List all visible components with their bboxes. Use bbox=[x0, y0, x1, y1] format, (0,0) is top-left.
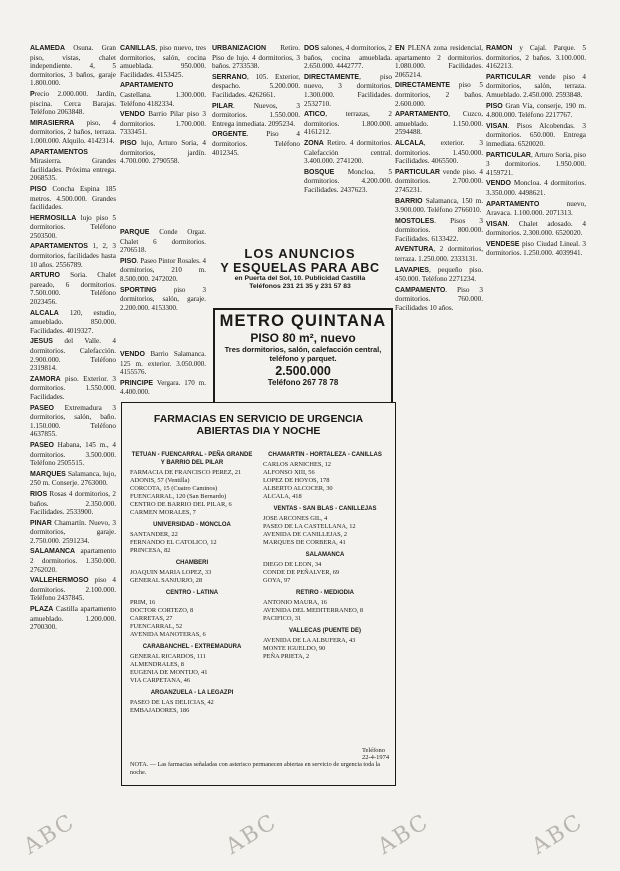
ad-keyword: ARTURO bbox=[30, 272, 60, 280]
classified-ad: APARTAMENTO, Cuzco, amueblado. 1.150.000. 2594488. bbox=[395, 110, 483, 137]
classified-ad: CAMPAMENTO. Piso 3 dormitorios. 760.000. Facilidades 10 años. bbox=[395, 285, 483, 313]
classified-ad: PLAZA Castilla apartamento amueblado. 1.200.000. 2700300. bbox=[30, 605, 116, 632]
ad-keyword: ALCALA bbox=[395, 139, 424, 147]
farmacia-entry: FUENCARRAL, 120 (San Bernardo) bbox=[130, 493, 227, 500]
ad-keyword: ZAMORA bbox=[30, 375, 61, 383]
farmacias-district: VENTAS - SAN BLAS - CANILLEJAS bbox=[273, 506, 377, 512]
ad-keyword: SERRANO bbox=[212, 73, 248, 81]
classified-ad: VISAN. Chalet adosado. 4 dormitorios. 2.300.000. 6520020. bbox=[486, 219, 586, 238]
classified-ad: PISO Gran Vía, conserje, 190 m. 4.800.000. Teléfono 2217767. bbox=[486, 101, 586, 120]
classified-ad: JESUS del Valle. 4 dormitorios. Calefacción. 2.900.000. Teléfono 2319814. bbox=[30, 337, 116, 373]
classified-ad: PARTICULAR vende piso 4 dormitorios, salón, terraza. Amueblado. 2.450.000. 2593848. bbox=[486, 72, 586, 99]
farmacia-entry: ALBERTO ALCOCER, 30 bbox=[263, 485, 333, 492]
farmacia-entry: CARRETAS, 27 bbox=[130, 615, 173, 622]
classified-ad: PARTICULAR vende piso. 4 dormitorios. 2.700.000. 2745231. bbox=[395, 167, 483, 194]
farmacias-note: NOTA. — Las farmacias señaladas con asterisco permanecen abiertas en servicio de urgencia toda la noche. bbox=[130, 761, 381, 776]
ad-keyword: RIOS bbox=[30, 490, 48, 498]
farmacia-entry: AVENIDA DE LA ALBUFERA, 43 bbox=[263, 637, 356, 644]
classified-ad: APARTAMENTO Castellana. 1.300.000. Teléfono 4182334. bbox=[120, 82, 206, 108]
metro-description: Tres dormitorios, salón, calefacción central, teléfono y parquet. bbox=[224, 345, 382, 363]
farmacia-entry: AVENIDA DEL MEDITERRANEO, 8 bbox=[263, 607, 364, 614]
classified-ad: VENDO Barrio Salamanca. 125 m. exterior. 3.050.000. 4155576. bbox=[120, 350, 206, 377]
classified-ad: VENDO Barrio Pilar piso 3 dormitorios. 1.700.000. 7333451. bbox=[120, 110, 206, 137]
farmacia-entry: EUGENIA DE MONTIJO, 41 bbox=[130, 669, 208, 676]
metro-phone: Teléfono 267 78 78 bbox=[267, 378, 339, 387]
farmacia-entry: ALFONSO XIII, 56 bbox=[263, 469, 315, 476]
classified-ad: PISO Concha Espina 185 metros. 4.500.000. Grandes facilidades. bbox=[30, 184, 116, 212]
ad-keyword: ALCALA bbox=[30, 309, 59, 317]
classified-ad: MARQUES Salamanca, lujo, 250 m. Conserje. 2763000. bbox=[30, 469, 116, 488]
ad-keyword: VENDO bbox=[486, 180, 511, 188]
classified-ad: URBANIZACION Retiro. Piso de lujo. 4 dormitorios, 3 baños. 2733538. bbox=[212, 44, 300, 71]
farmacia-entry: SANTANDER, 22 bbox=[130, 531, 178, 538]
classified-ad: DOS salones, 4 dormitorios, 2 baños, cocina amueblada. 2.650.000. 4442777. bbox=[304, 44, 392, 71]
classified-ad: PASEO Extremadura 3 dormitorios, salón, baño. 1.150.000. Teléfono 4637855. bbox=[30, 403, 116, 439]
classified-ad: ORGENTE. Piso 4 dormitorios. Teléfono 4012345. bbox=[212, 130, 300, 157]
ad-keyword: APARTAMENTOS bbox=[30, 148, 88, 156]
ad-keyword: PRINCIPE bbox=[120, 379, 154, 387]
ad-keyword: LAVAPIES bbox=[395, 266, 429, 274]
ad-keyword: RAMON bbox=[486, 45, 513, 52]
classified-ad: APARTAMENTOS Mirasierra. Grandes facilidades. Próxima entrega. 2068535. bbox=[30, 148, 116, 183]
classified-ad: VISAN. Pisos Alcobendas. 3 dormitorios. 650.000. Entrega inmediata. 6520020. bbox=[486, 121, 586, 148]
farmacia-entry: GENERAL SANJURJO, 28 bbox=[130, 577, 203, 584]
classified-ad: PILAR. Nuevos, 3 dormitorios. 1.550.000. Entrega inmediata. 2095234. bbox=[212, 101, 300, 128]
classified-ad: ZAMORA piso. Exterior. 3 dormitorios. 1.550.000. Facilidades. bbox=[30, 374, 116, 401]
classified-ad: BARRIO Salamanca, 150 m. 3.900.000. Teléfono 2766010. bbox=[395, 196, 483, 215]
classified-ad: VALLEHERMOSO piso 4 dormitorios. 2.100.000. Teléfono 2437845. bbox=[30, 576, 116, 603]
classified-ad: VENDESE piso Ciudad Lineal. 3 dormitorios. 1.250.000. 4039941. bbox=[486, 239, 586, 258]
farmacia-entry: DIEGO DE LEON, 34 bbox=[263, 561, 322, 568]
ad-keyword: BARRIO bbox=[395, 197, 423, 205]
farmacias-right-column bbox=[263, 447, 387, 661]
classified-ad: CANILLAS, piso nuevo, tres dormitorios, salón, cocina amueblada. 950.000. Facilidades. 4153425. bbox=[120, 44, 206, 79]
farmacia-entry: EMBAJADORES, 186 bbox=[130, 707, 190, 714]
classified-ad: ZONA Retiro. 4 dormitorios. Calefacción central. 3.400.000. 2741200. bbox=[304, 138, 392, 166]
farmacia-entry: CONDE DE PEÑALVER, 69 bbox=[263, 569, 340, 576]
ad-keyword: PISO bbox=[30, 185, 47, 193]
farmacia-entry: PEÑA PRIETA, 2 bbox=[263, 653, 310, 660]
classified-column-2c bbox=[120, 350, 206, 400]
farmacia-entry: PACIFICO, 31 bbox=[263, 615, 302, 622]
farmacia-entry: CARLOS ARNICHES, 12 bbox=[263, 461, 331, 468]
farmacias-district: CARABANCHEL - EXTREMADURA bbox=[142, 644, 242, 650]
ad-keyword: ATICO bbox=[304, 111, 326, 119]
farmacia-entry: PASEO DE LA CASTELLANA, 12 bbox=[263, 523, 356, 530]
farmacia-entry: PASEO DE LAS DELICIAS, 42 bbox=[130, 699, 214, 706]
farmacia-entry: AVENIDA MANOTERAS, 6 bbox=[130, 631, 206, 638]
farmacias-district: UNIVERSIDAD - MONCLOA bbox=[153, 522, 231, 528]
classified-column-5 bbox=[395, 44, 483, 850]
ad-keyword: PARTICULAR bbox=[486, 73, 531, 81]
farmacias-box bbox=[121, 402, 396, 786]
ad-keyword: VALLEHERMOSO bbox=[30, 577, 89, 585]
farmacia-entry: FERNANDO EL CATOLICO, 12 bbox=[130, 539, 217, 546]
farmacia-entry: ANTONIO MAURA, 16 bbox=[263, 599, 327, 606]
anuncios-phones: Teléfonos 231 21 35 y 231 57 83 bbox=[249, 283, 351, 290]
abc-watermark: ABC bbox=[221, 809, 282, 860]
ad-keyword: P bbox=[30, 90, 35, 98]
classified-ad: APARTAMENTOS 1, 2, 3 dormitorios, facilidades hasta 10 años. 2556789. bbox=[30, 242, 116, 269]
ad-keyword: PARTICULAR bbox=[486, 151, 531, 159]
ad-keyword: VISAN bbox=[486, 122, 508, 130]
ad-keyword: PILAR bbox=[212, 102, 233, 110]
ad-keyword: APARTAMENTO bbox=[120, 82, 174, 90]
ad-keyword: PARQUE bbox=[120, 229, 150, 236]
ad-keyword: CAMPAMENTO bbox=[395, 286, 446, 294]
ad-keyword: DOS bbox=[304, 45, 320, 52]
ad-keyword: DIRECTAMENTE bbox=[304, 73, 360, 81]
classified-ad: RIOS Rosas 4 dormitorios, 2 baños. 2.350.000. Facilidades. 2533900. bbox=[30, 489, 116, 517]
farmacia-entry: MARQUES DE CORBERA, 41 bbox=[263, 539, 346, 546]
classified-ad: PINAR Chamartín. Nuevo, 3 dormitorios, garaje. 2.750.000. 2591234. bbox=[30, 518, 116, 545]
farmacias-district: TETUAN - FUENCARRAL - PEÑA GRANDE Y BARRIO DEL PILAR bbox=[131, 452, 253, 466]
ad-keyword: VENDO bbox=[120, 351, 145, 358]
ad-keyword: HERMOSILLA bbox=[30, 214, 77, 222]
ad-keyword: VENDESE bbox=[486, 240, 520, 248]
farmacia-entry: GENERAL RICARDOS, 111 bbox=[130, 653, 206, 660]
classified-column-1 bbox=[30, 44, 116, 850]
farmacia-entry: ALMENDRALES, 8 bbox=[130, 661, 184, 668]
classified-ad: DIRECTAMENTE piso 5 dormitorios, 2 baños. 2.600.000. bbox=[395, 81, 483, 108]
classified-ad: VENDO Moncloa. 4 dormitorios. 3.350.000. 4498621. bbox=[486, 179, 586, 197]
classified-ad: SPORTING piso 3 dormitorios, salón, garaje. 2.200.000. 4153300. bbox=[120, 285, 206, 312]
farmacia-entry: LOPEZ DE HOYOS, 178 bbox=[263, 477, 330, 484]
classified-ad: EN PLENA zona residencial, apartamento 2 dormitorios. 1.080.000. Facilidades. 2065214. bbox=[395, 44, 483, 79]
farmacia-entry: CORCOTA, 15 (Cuatro Caminos) bbox=[130, 485, 218, 492]
ad-keyword: URBANIZACION bbox=[212, 45, 267, 52]
classified-ad: DIRECTAMENTE, piso nuevo, 3 dormitorios. 1.300.000. Facilidades. 2532710. bbox=[304, 72, 392, 108]
abc-watermark: ABC bbox=[373, 809, 434, 860]
farmacias-title-2: ABIERTAS DIA Y NOCHE bbox=[196, 425, 321, 437]
ad-keyword: VENDO bbox=[120, 111, 145, 119]
classified-ad: ALCALA, exterior. 3 dormitorios. 1.450.000. Facilidades. 4065500. bbox=[395, 138, 483, 166]
farmacias-district: RETIRO - MEDIODIA bbox=[296, 590, 354, 596]
farmacia-entry: GOYA, 97 bbox=[263, 577, 291, 584]
ad-keyword: MOSTOLES bbox=[395, 217, 435, 225]
ad-keyword: JESUS bbox=[30, 338, 53, 346]
classified-ad: RAMON y Cajal. Parque. 5 dormitorios, 2 baños. 3.100.000. 4162213. bbox=[486, 44, 586, 71]
farmacias-date: Teléfono 22-4-1974 bbox=[362, 747, 390, 761]
farmacia-entry: PRINCESA, 82 bbox=[130, 547, 171, 554]
classified-ad: ALAMEDA Osuna. Gran piso, vistas, chalet independiente. 4, 5 dormitorios, 3 baños, garaje 1.800.000. bbox=[30, 44, 116, 88]
classified-ad: Precio 2.000.000. Jardín, piscina. Cerca Barajas. Teléfono 2063848. bbox=[30, 89, 116, 117]
ad-keyword: PLAZA bbox=[30, 606, 54, 614]
metro-subtitle: PISO 80 m², nuevo bbox=[250, 331, 356, 345]
farmacia-entry: ALCALA, 418 bbox=[263, 493, 302, 500]
classified-ad: PASEO Habana, 145 m., 4 dormitorios. 3.500.000. Teléfono 2505515. bbox=[30, 440, 116, 468]
farmacia-entry: PRIM, 16 bbox=[130, 599, 156, 606]
classified-ad: APARTAMENTO nuevo, Aravaca. 1.100.000. 2071313. bbox=[486, 199, 586, 218]
abc-watermark: ABC bbox=[527, 809, 588, 860]
classified-ad: PARTICULAR, Arturo Soria, piso 3 dormitorios. 1.950.000. 4159721. bbox=[486, 150, 586, 177]
classified-ad: ALCALA 120, estudio, amueblado. 850.000. Facilidades. 4019327. bbox=[30, 308, 116, 335]
ad-keyword: APARTAMENTOS bbox=[30, 243, 88, 251]
classified-ad: SALAMANCA apartamento 2 dormitorios. 1.350.000. 2762020. bbox=[30, 547, 116, 574]
ad-keyword: BOSQUE bbox=[304, 168, 335, 176]
farmacia-entry: CENTRO DE BARRIO DEL PILAR, 6 bbox=[130, 501, 232, 508]
anuncios-box bbox=[212, 246, 388, 302]
metro-quintana-ad bbox=[213, 308, 393, 404]
ad-keyword: PASEO bbox=[30, 404, 54, 412]
classified-ad: AVENTURA, 2 dormitorios, terraza. 1.250.000. 2333131. bbox=[395, 245, 483, 264]
farmacias-district: VALLECAS (PUENTE DE) bbox=[289, 628, 361, 634]
farmacia-entry: JOSE ARCONES GIL, 4 bbox=[263, 515, 328, 522]
classified-ad: BOSQUE Moncloa. 5 dormitorios. 4.200.000. Facilidades. 2437623. bbox=[304, 167, 392, 194]
classified-ad: LAVAPIES, pequeño piso. 450.000. Teléfono 2271234. bbox=[395, 265, 483, 284]
ad-keyword: PISO bbox=[120, 257, 137, 265]
classified-column-2b bbox=[120, 228, 206, 346]
farmacias-district: ARGANZUELA - LA LEGAZPI bbox=[150, 690, 234, 696]
ad-keyword: ZONA bbox=[304, 139, 324, 147]
farmacias-district: SALAMANCA bbox=[305, 552, 345, 558]
metro-price: 2.500.000 bbox=[275, 364, 331, 378]
classified-ad: PRINCIPE Vergara. 170 m. 4.400.000. bbox=[120, 378, 206, 397]
farmacias-district: CHAMARTIN - HORTALEZA - CANILLAS bbox=[268, 452, 382, 458]
ad-keyword: PARTICULAR bbox=[395, 168, 440, 176]
classified-ad: PISO lujo, Arturo Soria, 4 dormitorios, jardín. 4.700.000. 2790558. bbox=[120, 138, 206, 166]
classified-ad: PISO. Paseo Pintor Rosales. 4 dormitorios, 210 m. 8.500.000. 2472020. bbox=[120, 256, 206, 283]
classified-ad: SERRANO, 105. Exterior, despacho. 5.200.000. Facilidades. 4262661. bbox=[212, 72, 300, 99]
classified-ad: MOSTOLES. Pisos 3 dormitorios. 800.000. Facilidades. 6133422. bbox=[395, 216, 483, 243]
ad-keyword: EN bbox=[395, 45, 405, 52]
ad-keyword: APARTAMENTO bbox=[395, 111, 449, 119]
ad-keyword: AVENTURA bbox=[395, 246, 434, 254]
ad-keyword: ORGENTE bbox=[212, 131, 247, 139]
classified-column-2 bbox=[120, 44, 206, 226]
ad-keyword: CANILLAS bbox=[120, 45, 156, 52]
classified-ad: ATICO, terrazas, 2 dormitorios. 1.800.000. 4161212. bbox=[304, 110, 392, 137]
ad-keyword: SPORTING bbox=[120, 286, 157, 294]
ad-keyword: PISO bbox=[486, 102, 503, 110]
farmacias-district: CHAMBERI bbox=[175, 560, 209, 566]
classified-ad: HERMOSILLA lujo piso 5 dormitorios. Teléfono 2503500. bbox=[30, 213, 116, 240]
classified-ad: MIRASIERRA piso, 4 dormitorios, 2 baños, terraza. 1.000.000. Alquilo. 4142314. bbox=[30, 118, 116, 145]
farmacia-entry: DOCTOR CORTEZO, 8 bbox=[130, 607, 194, 614]
farmacia-entry: JOAQUIN MARIA LOPEZ, 33 bbox=[130, 569, 212, 576]
farmacia-entry: CARMEN MORALES, 7 bbox=[130, 509, 196, 516]
classified-column-4 bbox=[304, 44, 392, 226]
ad-keyword: MARQUES bbox=[30, 470, 66, 478]
classified-column-6 bbox=[486, 44, 586, 850]
anuncios-address: en Puerta del Sol, 10. Publicidad Castilla bbox=[234, 275, 366, 282]
abc-watermark: ABC bbox=[19, 809, 80, 860]
ad-keyword: VISAN bbox=[486, 220, 508, 228]
ad-keyword: SALAMANCA bbox=[30, 548, 76, 556]
ad-keyword: MIRASIERRA bbox=[30, 119, 75, 127]
farmacias-title-1: FARMACIAS EN SERVICIO DE URGENCIA bbox=[153, 413, 364, 425]
farmacias-district: CENTRO - LATINA bbox=[165, 590, 219, 596]
classified-ad: PARQUE Conde Orgaz. Chalet 6 dormitorios. 2706518. bbox=[120, 228, 206, 255]
classified-ad: ARTURO Soria. Chalet pareado, 6 dormitorios. 7.500.000. Teléfono 2023456. bbox=[30, 271, 116, 307]
farmacia-entry: ADONIS, 57 (Ventilla) bbox=[130, 477, 190, 484]
farmacia-entry: AVENIDA DE CANILLEJAS, 2 bbox=[263, 531, 348, 538]
ad-keyword: PASEO bbox=[30, 441, 54, 449]
classified-column-3 bbox=[212, 44, 300, 216]
farmacias-left-column bbox=[130, 447, 254, 715]
metro-title: METRO QUINTANA bbox=[219, 312, 387, 330]
farmacia-entry: MONTE IGUELDO, 90 bbox=[263, 645, 326, 652]
farmacia-entry: FARMACIA DE FRANCISCO PEREZ, 21 bbox=[130, 469, 242, 476]
ad-keyword: ALAMEDA bbox=[30, 45, 65, 52]
ad-keyword: PISO bbox=[120, 139, 137, 147]
ad-keyword: DIRECTAMENTE bbox=[395, 82, 451, 90]
ad-keyword: PINAR bbox=[30, 519, 52, 527]
farmacia-entry: FUENCARRAL, 52 bbox=[130, 623, 183, 630]
anuncios-subtitle: Y ESQUELAS PARA ABC bbox=[220, 261, 380, 275]
farmacia-entry: VIA CARPETANA, 46 bbox=[130, 677, 191, 684]
ad-keyword: APARTAMENTO bbox=[486, 200, 540, 208]
anuncios-title: LOS ANUNCIOS bbox=[244, 246, 356, 261]
